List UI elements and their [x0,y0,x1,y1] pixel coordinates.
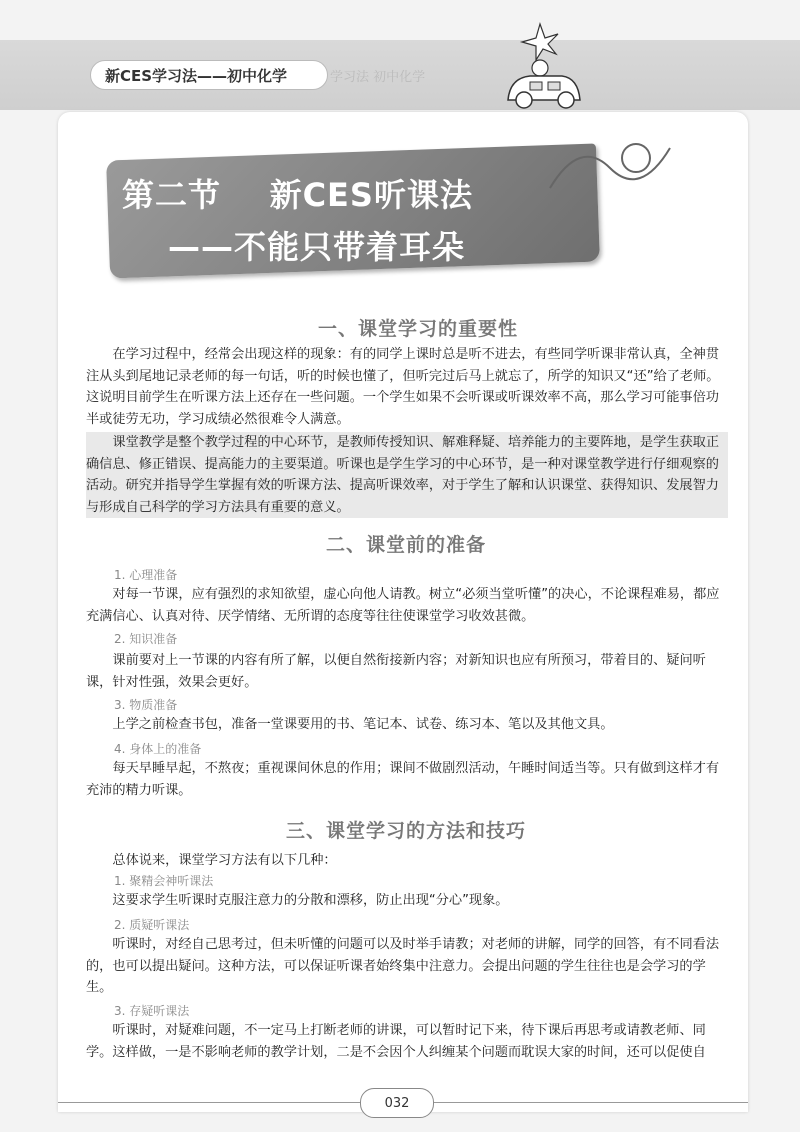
section-3-intro: 总体说来，课堂学习方法有以下几种： [112,853,337,868]
section-2-item-3-text: 上学之前检查书包，准备一堂课要用的书、笔记本、试卷、练习本、笔以及其他文具。 [112,717,614,732]
section-3-item-1-text: 这要求学生听课时克服注意力的分散和漂移，防止出现“分心”现象。 [112,893,509,908]
series-title [90,60,328,90]
section-1-paragraph-1: 在学习过程中，经常会出现这样的现象：有的同学上课时总是听不进去，有些同学听课非常认真，全神贯注从头到尾地记录老师的每一句话，听的时候也懂了，但听完过后马上就忘了，所学的知识又“还”给了老师。这说明目前学生在听课方法上还存在一些问题。一个学生如果不会听课或听课效率不高，那么学习可能事倍功半或徒劳无功，学习成绩必然很难令人满意。 [86,347,720,427]
section-heading-line1: 第二节 新CES听课法 [122,176,473,214]
section-2-item-4-label: 4. 身体上的准备 [114,742,202,756]
section-2-item-4-text: 每天早睡早起，不熬夜；重视课间休息的作用；课间不做剧烈活动，午睡时间适当等。只有做到这样才有充沛的精力听课。 [86,761,720,798]
cartoon-car-icon [500,20,590,110]
section-3-item-3-label: 3. 存疑听课法 [114,1004,190,1018]
section-2-item-3-label: 3. 物质准备 [114,698,178,712]
swirl-decoration-icon [540,128,690,208]
section-2-item-2-text: 课前要对上一节课的内容有所了解，以便自然衔接新内容；对新知识也应有所预习，带着目的、疑问听课，针对性强，效果会更好。 [86,653,706,690]
section-2-item-1-text: 对每一节课，应有强烈的求知欲望，虚心向他人请教。树立“必须当堂听懂”的决心，不论课程难易，都应充满信心、认真对待、厌学情绪、无所谓的态度等往往使课堂学习收效甚微。 [86,587,720,624]
section-1-paragraph-2: 课堂教学是整个教学过程的中心环节，是教师传授知识、解难释疑、培养能力的主要阵地，是学生获取正确信息、修正错误、提高能力的主要渠道。听课也是学生学习的中心环节，是一种对课堂教学进行仔细观察的活动。研究并指导学生掌握有效的听课方法、提高听课效率，对于学生了解和认识课堂、获得知识、发展智力与形成自己科学的学习方法具有重要的意义。 [86,432,728,518]
section-1-title: 一、课堂学习的重要性 [318,318,519,340]
section-heading-line2: ——不能只带着耳朵 [168,228,466,266]
section-2-item-2-label: 2. 知识准备 [114,632,178,646]
header-ghost-text: 学习法 初中化学 [330,70,426,85]
page-number-text: 032 [384,1095,410,1111]
section-2-item-1-label: 1. 心理准备 [114,568,178,582]
page-number [360,1088,434,1118]
section-3-item-3-text: 听课时，对疑难问题，不一定马上打断老师的讲课，可以暂时记下来，待下课后再思考或请教老师、同学。这样做，一是不影响老师的教学计划，二是不会因个人纠缠某个问题而耽误大家的时间，还可以促使自 [86,1023,706,1060]
section-3-item-2-label: 2. 质疑听课法 [114,918,190,932]
section-3-title: 三、课堂学习的方法和技巧 [286,820,527,842]
series-title-text: 新CES学习法——初中化学 [105,66,288,85]
section-3-item-1-label: 1. 聚精会神听课法 [114,874,214,888]
section-3-item-2-text: 听课时，对经自己思考过，但未听懂的问题可以及时举手请教；对老师的讲解，同学的回答，有不同看法的，也可以提出疑问。这种方法，可以保证听课者始终集中注意力。会提出问题的学生往往也是会学习的学生。 [86,937,720,996]
section-2-title: 二、课堂前的准备 [326,534,487,556]
